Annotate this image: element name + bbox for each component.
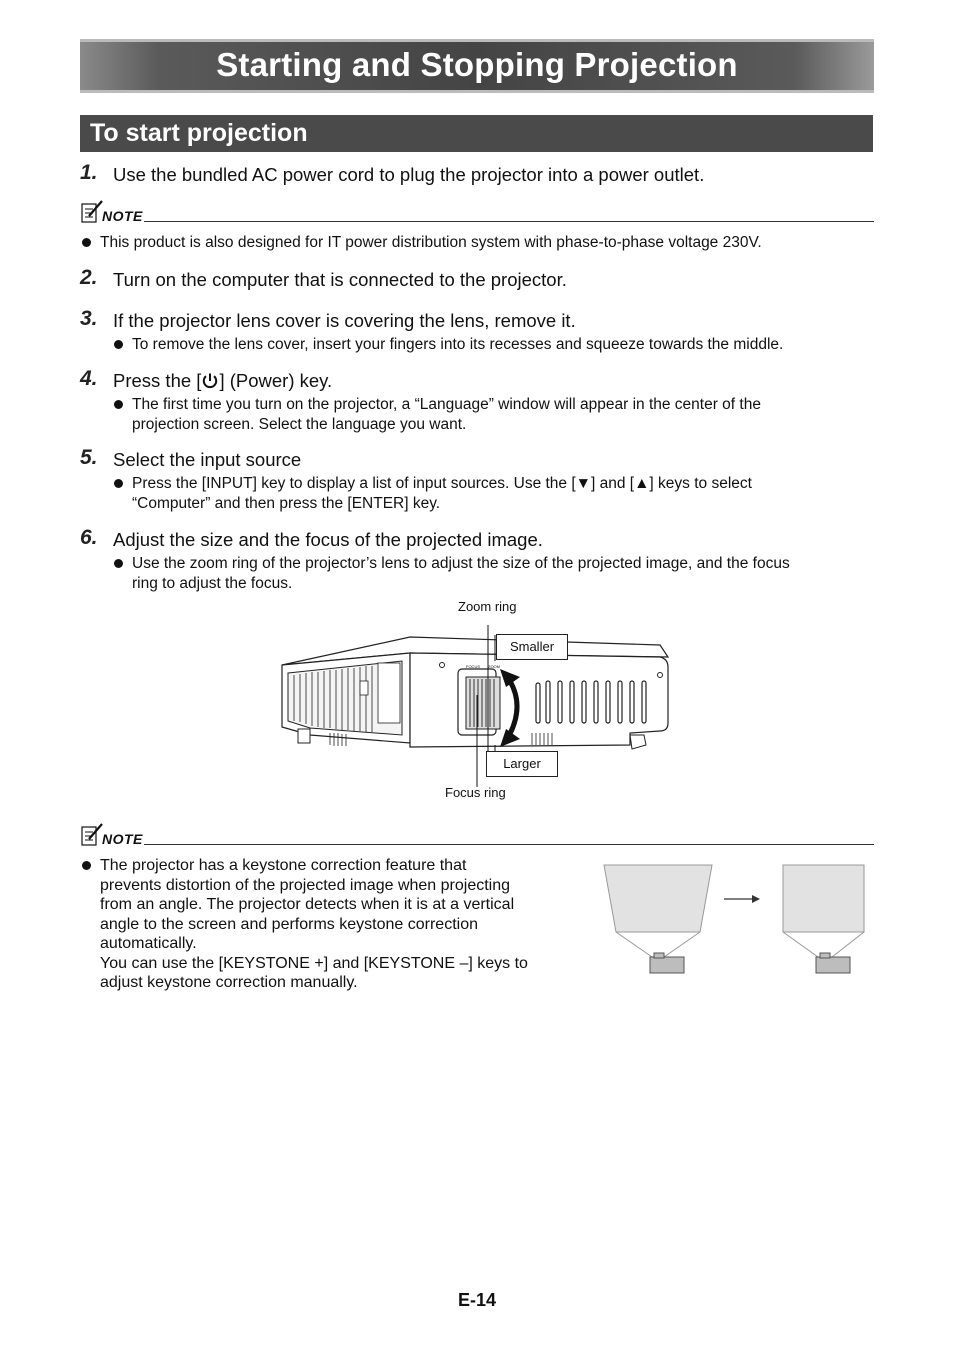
- note-line: prevents distortion of the projected image when projecting: [100, 876, 511, 894]
- note-pencil-icon: [80, 200, 104, 224]
- step-text: Select the input source: [113, 449, 302, 470]
- corrected-screen: [783, 865, 864, 932]
- step-number: 5.: [80, 446, 98, 469]
- note-label: NOTE: [102, 208, 143, 224]
- zoom-ring-label: Zoom ring: [458, 599, 517, 614]
- note-line: from an angle. The projector detects when it is at a vertical: [100, 896, 515, 913]
- projector-box: [816, 957, 850, 973]
- note-rule: [144, 221, 874, 222]
- note-pencil-icon: [80, 823, 104, 847]
- page-title-bar: [80, 39, 874, 93]
- step-text: [113, 370, 332, 392]
- step-text-pre: Press the [: [113, 370, 202, 391]
- section-heading-bar: [80, 115, 873, 152]
- projector-illustration: [270, 595, 690, 805]
- bullet-line: “Computer” and then press the [ENTER] key.: [132, 494, 441, 512]
- section-heading: To start projection: [90, 119, 308, 147]
- step-number: 6.: [80, 526, 98, 549]
- note-rule: [144, 844, 874, 845]
- bullet-dot: [82, 238, 91, 247]
- bullet-text: To remove the lens cover, insert your fingers into its recesses and squeeze towards the middle.: [132, 336, 784, 353]
- step-text: Adjust the size and the focus of the projected image.: [113, 529, 543, 550]
- note-heading: [80, 823, 874, 847]
- bullet-text: This product is also designed for IT power distribution system with phase-to-phase voltage 230V.: [100, 234, 762, 251]
- note-label: NOTE: [102, 831, 143, 847]
- bullet-text: [132, 474, 752, 513]
- bullet-dot: [114, 479, 123, 488]
- bullet-dot: [114, 340, 123, 349]
- projector-diagram: [270, 595, 690, 805]
- note-line: You can use the [KEYSTONE +] and [KEYSTONE –] keys to: [100, 954, 528, 972]
- note-line: automatically.: [100, 935, 197, 952]
- bullet-dot: [114, 559, 123, 568]
- step-text: If the projector lens cover is covering the lens, remove it.: [113, 310, 576, 331]
- distorted-screen: [604, 865, 712, 932]
- bullet-text: [100, 856, 528, 993]
- step-number: 1.: [80, 161, 98, 184]
- bullet-text: [132, 395, 761, 434]
- zoom-small-label: ZOOM: [488, 664, 500, 669]
- bullet-line: projection screen. Select the language you want.: [132, 415, 467, 433]
- step-text: Use the bundled AC power cord to plug the projector into a power outlet.: [113, 164, 705, 185]
- power-icon: [201, 372, 219, 390]
- step-number: 3.: [80, 307, 98, 330]
- page-number: E-14: [457, 1290, 497, 1310]
- bullet-line: ring to adjust the focus.: [132, 574, 293, 592]
- step-text-post: ] (Power) key.: [219, 370, 333, 391]
- focus-ring-label: Focus ring: [445, 785, 506, 800]
- larger-callout: Larger: [486, 751, 558, 777]
- bullet-text: [132, 554, 790, 593]
- step-number: 2.: [80, 266, 98, 289]
- note-line: adjust keystone correction manually.: [100, 974, 358, 991]
- projector-box: [650, 957, 684, 973]
- step-text: Turn on the computer that is connected to the projector.: [113, 269, 567, 290]
- bullet-dot: [114, 400, 123, 409]
- step-number: 4.: [80, 367, 98, 390]
- smaller-callout: Smaller: [496, 634, 568, 660]
- arrow-head-icon: [752, 895, 760, 903]
- note-line: angle to the screen and performs keystone correction: [100, 915, 478, 933]
- bullet-line: Use the zoom ring of the projector’s lens to adjust the size of the projected image, and the focus: [132, 555, 790, 572]
- bullet-dot: [82, 861, 91, 870]
- note-line: The projector has a keystone correction feature that: [100, 857, 467, 874]
- note-heading: [80, 200, 874, 224]
- bullet-line: The first time you turn on the projector, a “Language” window will appear in the center of the: [132, 396, 761, 413]
- keystone-illustration: [600, 860, 872, 980]
- focus-small-label: FOCUS: [466, 664, 480, 669]
- bullet-line: Press the [INPUT] key to display a list of input sources. Use the [▼] and [▲] keys to select: [132, 475, 752, 492]
- page-title: Starting and Stopping Projection: [216, 46, 738, 83]
